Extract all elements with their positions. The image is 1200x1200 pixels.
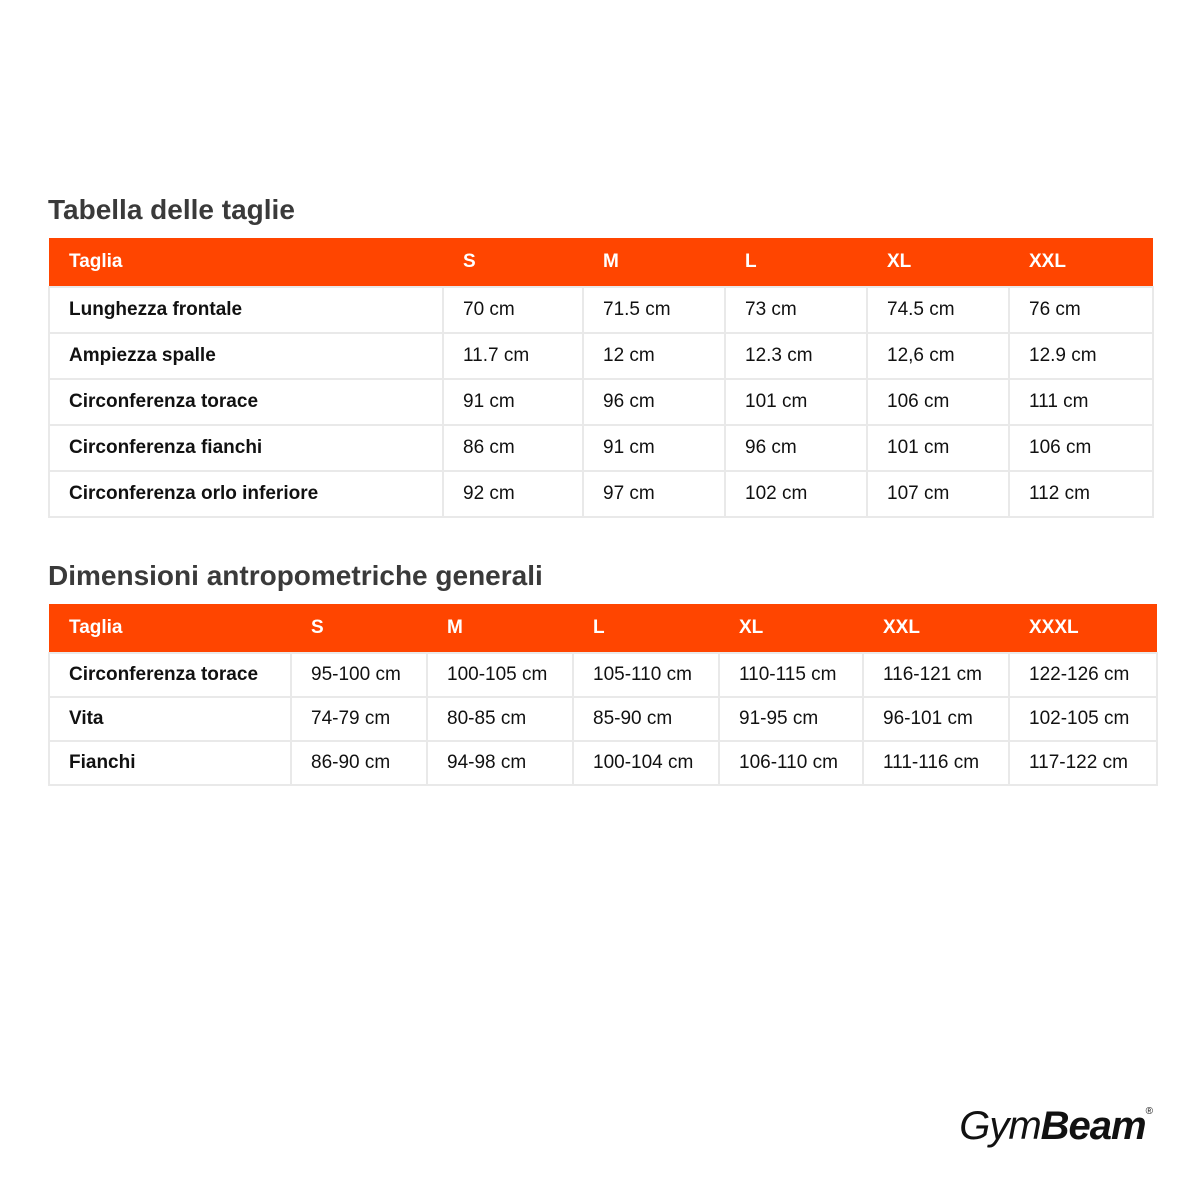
table-cell: 101 cm <box>725 379 867 425</box>
header-cell-xl: XL <box>719 604 863 653</box>
table-cell: 106 cm <box>1009 425 1153 471</box>
body-measurements-title: Dimensioni antropometriche generali <box>48 560 543 591</box>
table-cell: 91 cm <box>583 425 725 471</box>
row-label-hips: Circonferenza fianchi <box>49 425 443 471</box>
table-cell: 12,6 cm <box>867 333 1009 379</box>
table-cell: 96-101 cm <box>863 697 1009 741</box>
table-cell: 86 cm <box>443 425 583 471</box>
table-cell: 96 cm <box>725 425 867 471</box>
table-cell: 71.5 cm <box>583 287 725 333</box>
table-cell: 80-85 cm <box>427 697 573 741</box>
body-measurements-table <box>48 604 1158 786</box>
table-cell: 101 cm <box>867 425 1009 471</box>
table-cell: 100-104 cm <box>573 741 719 785</box>
table-row <box>49 379 1153 425</box>
table-row <box>49 287 1153 333</box>
table-cell: 92 cm <box>443 471 583 517</box>
header-cell-m: M <box>583 238 725 287</box>
header-cell-l: L <box>725 238 867 287</box>
table-cell: 111-116 cm <box>863 741 1009 785</box>
gymbeam-logo <box>959 1104 1152 1149</box>
header-cell-xxxl: XXXL <box>1009 604 1157 653</box>
table-cell: 11.7 cm <box>443 333 583 379</box>
body-table-header-row <box>49 604 1157 653</box>
table-cell: 102-105 cm <box>1009 697 1157 741</box>
size-table-title: Tabella delle taglie <box>48 194 295 225</box>
table-cell: 74.5 cm <box>867 287 1009 333</box>
header-cell-l: L <box>573 604 719 653</box>
table-cell: 86-90 cm <box>291 741 427 785</box>
row-label-waist: Vita <box>49 697 291 741</box>
table-row <box>49 653 1157 697</box>
header-cell-xxl: XXL <box>863 604 1009 653</box>
table-row <box>49 471 1153 517</box>
table-cell: 122-126 cm <box>1009 653 1157 697</box>
size-table-header-row <box>49 238 1153 287</box>
table-cell: 12.9 cm <box>1009 333 1153 379</box>
header-cell-s: S <box>291 604 427 653</box>
table-row <box>49 741 1157 785</box>
table-cell: 97 cm <box>583 471 725 517</box>
table-cell: 112 cm <box>1009 471 1153 517</box>
table-cell: 105-110 cm <box>573 653 719 697</box>
logo-text-gym: Gym <box>959 1104 1041 1148</box>
row-label-hips: Fianchi <box>49 741 291 785</box>
header-cell-m: M <box>427 604 573 653</box>
table-cell: 111 cm <box>1009 379 1153 425</box>
size-table <box>48 238 1154 518</box>
table-cell: 106 cm <box>867 379 1009 425</box>
table-row <box>49 333 1153 379</box>
table-cell: 74-79 cm <box>291 697 427 741</box>
header-cell-size: Taglia <box>49 604 291 653</box>
registered-mark: ® <box>1145 1106 1152 1117</box>
table-cell: 107 cm <box>867 471 1009 517</box>
table-cell: 70 cm <box>443 287 583 333</box>
table-cell: 94-98 cm <box>427 741 573 785</box>
row-label-hem: Circonferenza orlo inferiore <box>49 471 443 517</box>
logo-text-beam: Beam <box>1040 1104 1146 1148</box>
header-cell-xl: XL <box>867 238 1009 287</box>
table-cell: 91 cm <box>443 379 583 425</box>
table-cell: 96 cm <box>583 379 725 425</box>
table-cell: 73 cm <box>725 287 867 333</box>
table-cell: 85-90 cm <box>573 697 719 741</box>
table-cell: 106-110 cm <box>719 741 863 785</box>
table-row <box>49 425 1153 471</box>
table-cell: 116-121 cm <box>863 653 1009 697</box>
table-cell: 76 cm <box>1009 287 1153 333</box>
table-cell: 102 cm <box>725 471 867 517</box>
table-cell: 91-95 cm <box>719 697 863 741</box>
header-cell-s: S <box>443 238 583 287</box>
header-cell-xxl: XXL <box>1009 238 1153 287</box>
table-cell: 95-100 cm <box>291 653 427 697</box>
table-cell: 110-115 cm <box>719 653 863 697</box>
row-label-front-length: Lunghezza frontale <box>49 287 443 333</box>
row-label-chest: Circonferenza torace <box>49 653 291 697</box>
table-cell: 12.3 cm <box>725 333 867 379</box>
table-cell: 100-105 cm <box>427 653 573 697</box>
row-label-shoulder-width: Ampiezza spalle <box>49 333 443 379</box>
table-cell: 12 cm <box>583 333 725 379</box>
header-cell-size: Taglia <box>49 238 443 287</box>
table-cell: 117-122 cm <box>1009 741 1157 785</box>
row-label-chest: Circonferenza torace <box>49 379 443 425</box>
table-row <box>49 697 1157 741</box>
